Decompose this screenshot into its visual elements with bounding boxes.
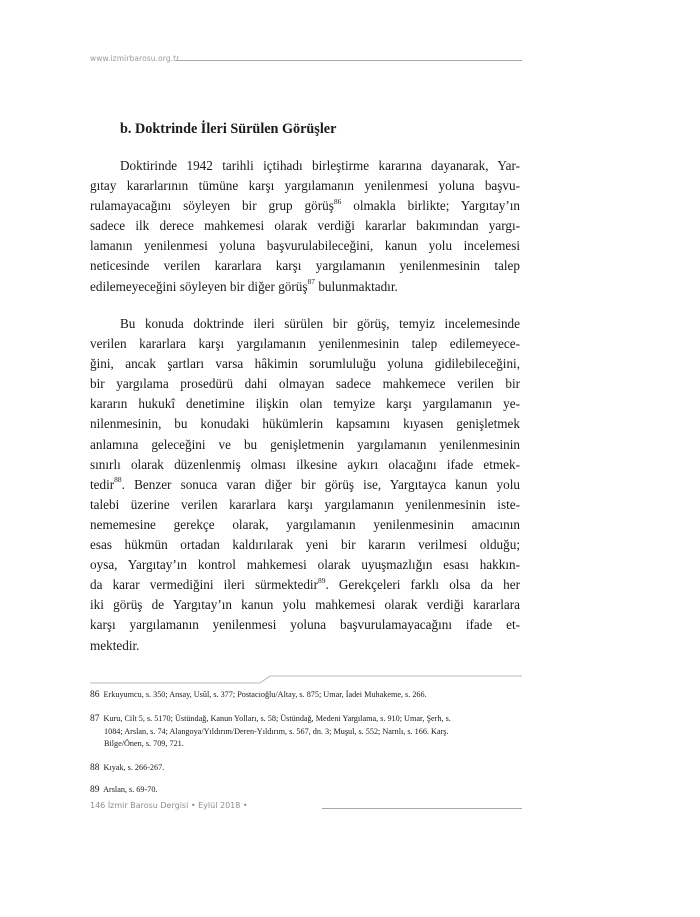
text-run: . Benzer sonuca varan diğer bir görüş ise, Yargıtayca kanun yolu <box>121 476 520 492</box>
footnote-ref-89[interactable]: 89 <box>317 575 326 585</box>
paragraph-line <box>90 475 520 495</box>
footnote-ref-87[interactable]: 87 <box>307 277 316 287</box>
text-run: . Gerekçeleri farklı olsa da her <box>325 577 520 593</box>
paragraph-line: bir yargılama prosedürü dahi olmayan sadece mahkemece verilen bir <box>90 376 520 392</box>
footnote-text: Kuru, Cilt 5, s. 5170; Üstündağ, Kanun Yolları, s. 58; Üstündağ, Medeni Yargılama, s. 910; Umar, Şerh, s. <box>103 714 451 723</box>
text-run: da karar vermediğini ileri sürmektedir <box>90 577 318 593</box>
text-run: rulamayacağını söyleyen bir grup görüş <box>90 198 334 214</box>
footer-text: 146 İzmir Barosu Dergisi • Eylül 2018 • <box>90 801 248 810</box>
paragraph-line: talebi üzerine verilen kararlara karşı yargılamanın yenilenmesinin iste- <box>90 496 520 512</box>
footnote-line <box>90 762 522 775</box>
footnote-ref-86[interactable]: 86 <box>333 196 342 206</box>
paragraph-1 <box>90 156 520 297</box>
section-heading: b. Doktrinde İleri Sürülen Görüşler <box>120 121 337 137</box>
paragraph-line: anlamına geleceğini ve bu genişletmenin yargılamanın yenilenmesinin <box>90 436 520 452</box>
footnote-text: Kıyak, s. 266-267. <box>103 763 165 772</box>
footnote-87 <box>90 713 522 751</box>
footnote-text: Erkuyumcu, s. 350; Ansay, Usûl, s. 377; Postacıoğlu/Altay, s. 875; Umar, İadei Muhakeme, s. 266. <box>103 690 427 699</box>
paragraph-line: nilenmesinin, bu konudaki hükümlerin kapsamını kıyasen genişletmek <box>90 416 520 432</box>
paragraph-line: karşı yargılamanın yenilenmesi yoluna başvurulamayacağını ifade et- <box>90 617 520 633</box>
text-run: bulunmaktadır. <box>318 278 398 294</box>
text-run: olmakla birlikte; Yargıtay’ın <box>353 198 520 214</box>
paragraph-line: esas hükmün ortadan kaldırılarak yeni bir kararın verilmesi olduğu; <box>90 537 520 553</box>
header-rule <box>176 60 522 61</box>
text-run: tedir <box>90 476 115 492</box>
paragraph-line: lamanın yenilenmesi yoluna başvurulabileceğini, kanun yolu incelemesi <box>90 238 520 254</box>
footnote-number: 88 <box>90 763 100 773</box>
footnote-line <box>90 689 522 702</box>
footnote-89 <box>90 784 522 797</box>
paragraph-line <box>90 575 520 595</box>
paragraph-line: Doktirinde 1942 tarihli içtihadı birleştirme kararına dayanarak, Yar- <box>120 158 520 173</box>
paragraph-line <box>90 196 520 216</box>
paragraph-line: sadece ilk derece mahkemesi olarak verdiği kararlar bakımından yargı- <box>90 218 520 234</box>
paragraph-2 <box>90 314 520 656</box>
page-header <box>90 54 522 66</box>
footer-rule <box>322 808 522 809</box>
footnote-ref-88[interactable]: 88 <box>114 475 122 485</box>
footnote-number: 87 <box>90 714 100 724</box>
page-footer <box>90 801 522 815</box>
footnote-86 <box>90 689 522 702</box>
footnote-line <box>90 713 522 726</box>
footnote-number: 86 <box>90 690 100 700</box>
paragraph-line: Bu konuda doktrinde ileri sürülen bir görüş, temyiz incelemesinde <box>120 316 520 331</box>
paragraph-line: oysa, Yargıtay’ın kontrol mahkemesi olarak uyuşmazlığın esası hakkın- <box>90 557 520 573</box>
footnote-88 <box>90 762 522 775</box>
footnote-separator <box>90 673 522 687</box>
paragraph-line: verilen kararlara karşı yargılamanın yenilenmesinin talep edilemeyece- <box>90 336 520 352</box>
paragraph-line: mektedir. <box>90 637 140 653</box>
footnote-line <box>90 784 522 797</box>
text-run: edilemeyeceğini söyleyen bir diğer görüş <box>90 278 308 294</box>
footnote-number: 89 <box>90 785 100 795</box>
footnote-text: Arslan, s. 69-70. <box>103 785 158 794</box>
paragraph-line: neticesinde verilen kararlara karşı yargılamanın yenilenmesinin talep <box>90 258 520 274</box>
footnote-line: 1084; Arslan, s. 74; Alangoya/Yıldırım/Deren-Yıldırım, s. 567, dn. 3; Muşul, s. 552; Narnlı, s. 166. Karş. <box>104 726 449 736</box>
paragraph-line: nememesine gerekçe olarak, yargılamanın yenilenmesinin amacının <box>90 516 520 532</box>
paragraph-line <box>90 277 520 297</box>
paragraph-line: gıtay kararlarının tümüne karşı yargılamanın yenilenmesi yoluna başvu- <box>90 178 520 194</box>
paragraph-line: kararın hukukî denetimine ilişkin olan temyize karşı yargılamanın ye- <box>90 396 520 412</box>
paragraph-line: sınırlı olarak düzenlenmiş olması ilkesine aykırı olacağını ifade etmek- <box>90 456 520 472</box>
paragraph-line: ğini, ancak şartları varsa hâkimin sorumluluğu yoluna gidilebileceğini, <box>90 356 520 372</box>
header-url: www.izmirbarosu.org.tr <box>90 54 180 63</box>
paragraph-line: iki görüş de Yargıtay’ın kanun yolu mahkemesi olarak verdiği kararlara <box>90 597 520 613</box>
footnote-line: Bilge/Önen, s. 709, 721. <box>104 739 184 749</box>
